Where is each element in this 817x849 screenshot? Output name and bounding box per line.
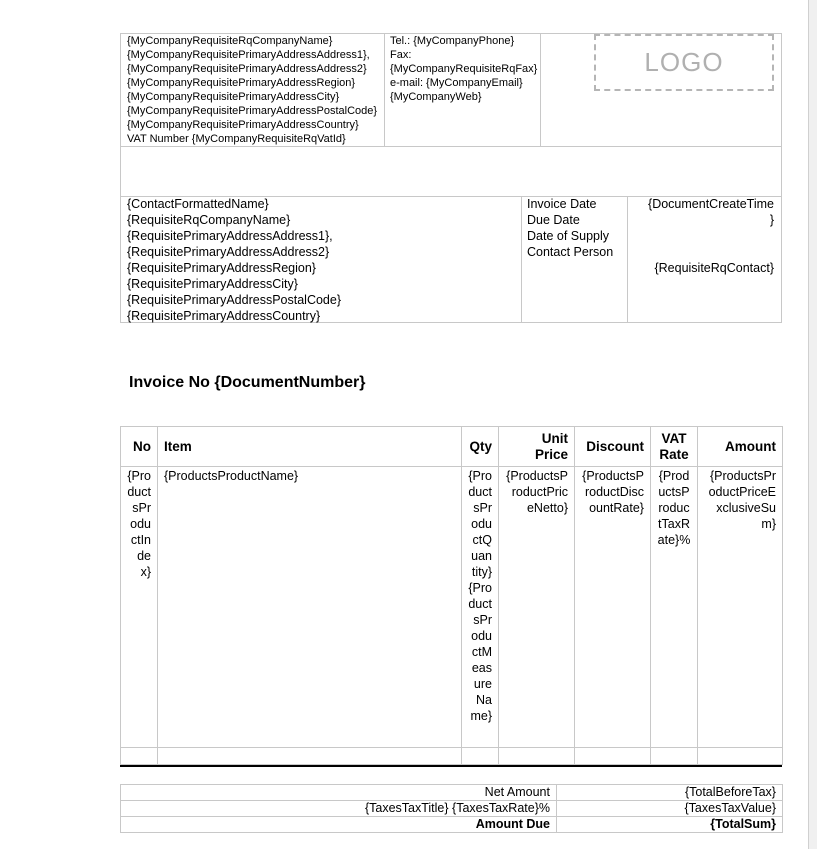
cell-product-index: {ProductsProductIndex} bbox=[121, 467, 158, 748]
client-city: {RequisitePrimaryAddressCity} bbox=[127, 277, 298, 291]
company-postal-code: {MyCompanyRequisitePrimaryAddressPostalCode} bbox=[127, 105, 378, 117]
tax-label: {TaxesTaxTitle} {TaxesTaxRate}% bbox=[121, 801, 557, 817]
cell-product-discount: {ProductsProductDiscountRate} bbox=[575, 467, 651, 748]
amount-due-label: Amount Due bbox=[121, 817, 557, 833]
cell-product-price: {ProductsProductPriceNetto} bbox=[499, 467, 575, 748]
supply-date-label: Date of Supply bbox=[527, 229, 609, 243]
invoice-date-value: {DocumentCreateTime bbox=[648, 197, 774, 211]
col-header-item: Item bbox=[158, 427, 462, 467]
divider bbox=[521, 196, 522, 322]
client-country: {RequisitePrimaryAddressCountry} bbox=[127, 309, 321, 323]
col-header-no: No bbox=[121, 427, 158, 467]
company-web: {MyCompanyWeb} bbox=[390, 91, 482, 103]
divider bbox=[121, 146, 781, 147]
net-amount-row bbox=[121, 785, 783, 801]
logo-placeholder: LOGO bbox=[594, 34, 774, 91]
table-spacer-row bbox=[121, 748, 783, 765]
cell-product-sum: {ProductsProductPriceExclusiveSum} bbox=[698, 467, 783, 748]
client-postal-code: {RequisitePrimaryAddressPostalCode} bbox=[127, 293, 341, 307]
invoice-meta-labels bbox=[527, 196, 627, 260]
company-requisites bbox=[127, 34, 385, 146]
client-company-name: {RequisiteRqCompanyName} bbox=[127, 213, 291, 227]
tax-value: {TaxesTaxValue} bbox=[557, 801, 783, 817]
company-fax-label: Fax: bbox=[390, 49, 412, 61]
company-vat-number: VAT Number {MyCompanyRequisiteRqVatId} bbox=[127, 133, 346, 145]
items-table bbox=[120, 426, 783, 765]
company-city: {MyCompanyRequisitePrimaryAddressCity} bbox=[127, 91, 340, 103]
divider bbox=[540, 34, 541, 146]
totals-rule bbox=[120, 765, 782, 767]
company-address-2: {MyCompanyRequisitePrimaryAddressAddress2} bbox=[127, 63, 367, 75]
client-contact-name: {ContactFormattedName} bbox=[127, 197, 269, 211]
invoice-title: Invoice No {DocumentNumber} bbox=[129, 374, 366, 391]
col-header-vat-rate: VAT Rate bbox=[651, 427, 698, 467]
col-header-qty: Qty bbox=[462, 427, 499, 467]
items-header-row bbox=[121, 427, 783, 467]
invoice-date-label: Invoice Date bbox=[527, 197, 597, 211]
client-address-1: {RequisitePrimaryAddressAddress1}, bbox=[127, 229, 333, 243]
vertical-scrollbar[interactable] bbox=[808, 0, 817, 849]
col-header-amount: Amount bbox=[698, 427, 783, 467]
client-requisites bbox=[127, 196, 519, 324]
totals-table bbox=[120, 784, 783, 833]
client-region: {RequisitePrimaryAddressRegion} bbox=[127, 261, 316, 275]
company-phone: Tel.: {MyCompanyPhone} bbox=[390, 35, 515, 47]
divider bbox=[627, 196, 628, 322]
net-amount-value: {TotalBeforeTax} bbox=[557, 785, 783, 801]
company-fax: {MyCompanyRequisiteRqFax} bbox=[390, 63, 538, 75]
invoice-date-value-end: } bbox=[769, 213, 774, 227]
amount-due-value: {TotalSum} bbox=[557, 817, 783, 833]
client-address-2: {RequisitePrimaryAddressAddress2} bbox=[127, 245, 330, 259]
tax-row bbox=[121, 801, 783, 817]
cell-product-name: {ProductsProductName} bbox=[158, 467, 462, 748]
col-header-discount: Discount bbox=[575, 427, 651, 467]
company-email: e-mail: {MyCompanyEmail} bbox=[390, 77, 523, 89]
invoice-meta-values bbox=[630, 196, 774, 276]
company-address-1: {MyCompanyRequisitePrimaryAddressAddress1}, bbox=[127, 49, 370, 61]
amount-due-row bbox=[121, 817, 783, 833]
company-country: {MyCompanyRequisitePrimaryAddressCountry} bbox=[127, 119, 359, 131]
company-region: {MyCompanyRequisitePrimaryAddressRegion} bbox=[127, 77, 356, 89]
cell-product-tax-rate: {ProductsProductTaxRate}% bbox=[651, 467, 698, 748]
company-contacts bbox=[390, 34, 540, 104]
col-header-unit-price: Unit Price bbox=[499, 427, 575, 467]
contact-person-value: {RequisiteRqContact} bbox=[654, 261, 774, 275]
table-row bbox=[121, 467, 783, 748]
company-name: {MyCompanyRequisiteRqCompanyName} bbox=[127, 35, 333, 47]
due-date-label: Due Date bbox=[527, 213, 580, 227]
cell-product-quantity: {ProductsProductQuantity}{ProductsProductMeasureName} bbox=[462, 467, 499, 748]
contact-person-label: Contact Person bbox=[527, 245, 614, 259]
net-amount-label: Net Amount bbox=[121, 785, 557, 801]
